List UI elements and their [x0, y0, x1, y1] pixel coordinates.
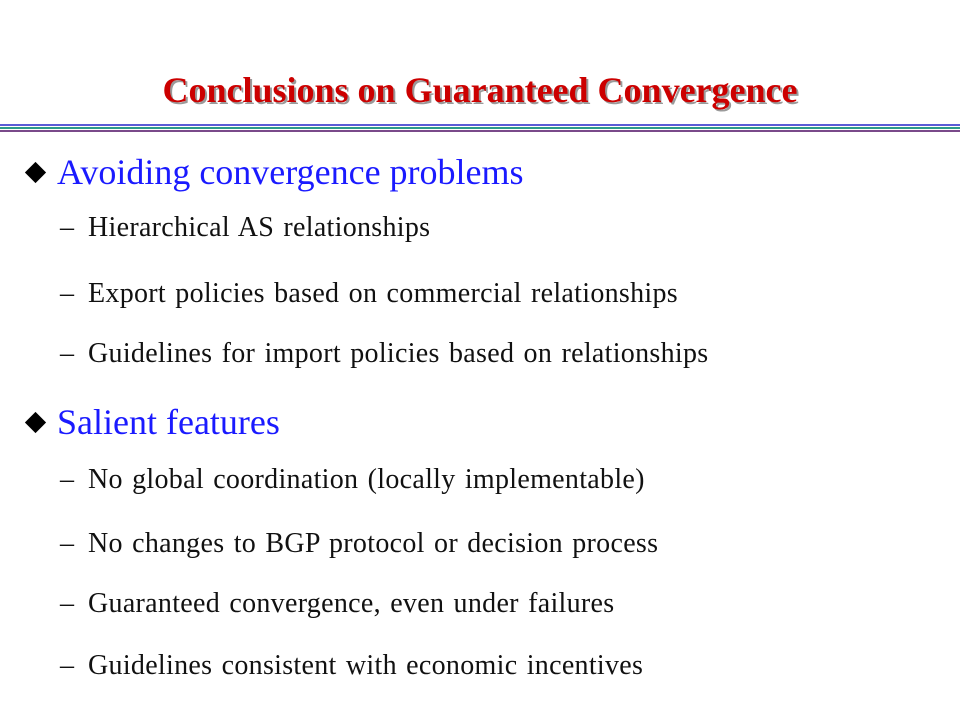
title-rule-top	[0, 124, 960, 126]
list-item	[60, 460, 645, 500]
dash-marker: –	[60, 528, 75, 559]
slide-title: Conclusions on Guaranteed Convergence	[162, 70, 798, 110]
list-item-text: Export policies based on commercial relationships	[88, 278, 678, 309]
section-heading-salient	[20, 398, 280, 446]
dash-marker: –	[60, 212, 75, 243]
list-item	[60, 208, 430, 248]
list-item-text: Guidelines consistent with economic incentives	[88, 650, 644, 681]
list-item	[60, 646, 643, 686]
dash-marker: –	[60, 650, 75, 681]
diamond-icon	[25, 161, 46, 182]
list-item	[60, 334, 708, 374]
list-item-text: No global coordination (locally implementable)	[88, 464, 645, 495]
list-item-text: Hierarchical AS relationships	[88, 212, 431, 243]
dash-marker: –	[60, 588, 75, 619]
dash-marker: –	[60, 278, 75, 309]
list-item-text: Guidelines for import policies based on relationships	[88, 338, 709, 369]
list-item	[60, 584, 614, 624]
list-item-text: No changes to BGP protocol or decision process	[88, 528, 659, 559]
section-heading-text: Salient features	[57, 402, 280, 442]
dash-marker: –	[60, 464, 75, 495]
section-heading-avoiding	[20, 148, 524, 196]
list-item	[60, 524, 658, 564]
diamond-icon	[25, 411, 46, 432]
title-rule-middle	[0, 127, 960, 129]
list-item	[60, 274, 678, 314]
section-heading-text: Avoiding convergence problems	[57, 152, 524, 192]
dash-marker: –	[60, 338, 75, 369]
list-item-text: Guaranteed convergence, even under failures	[88, 588, 615, 619]
title-rule-bottom	[0, 130, 960, 132]
